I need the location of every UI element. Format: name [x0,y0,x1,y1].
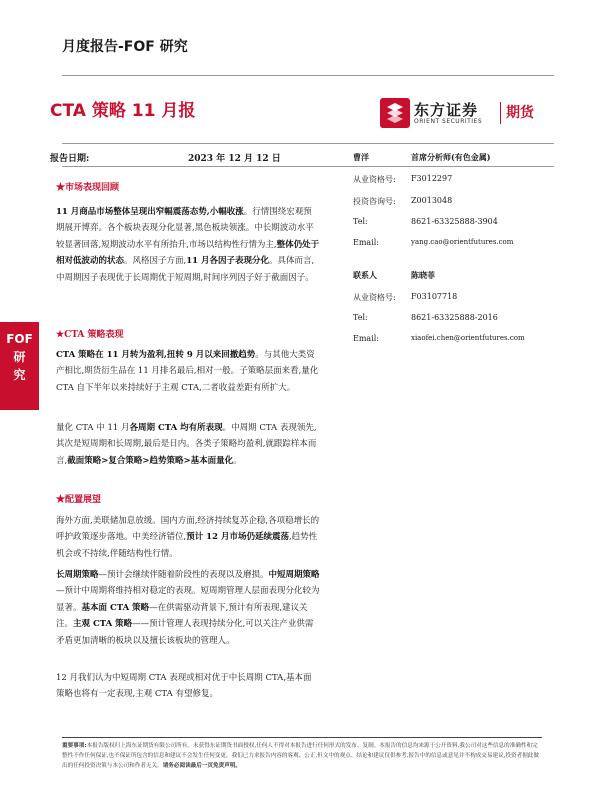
paragraph-outlook-3 [56,670,320,703]
section-heading-outlook: ★配置展望 [56,495,102,505]
emphasis-text: 各周期 CTA 均有所表现 [129,423,223,433]
analyst-row [353,238,553,252]
body-text: 12 月我们认为中短周期 CTA 表现或相对优于中长周期 CTA,基本面策略也将有一定表现,主观 CTA 有望修复。 [56,673,312,700]
emphasis-text: CTA 策略在 11 月转为盈利,扭转 9 月以来回撤趋势 [56,350,256,360]
emphasis-text: 中短周期策略 [268,570,320,580]
body-text: 。风格因子方面, [124,256,187,267]
paragraph-outlook-1 [56,513,320,562]
logo-sub-text: 期货 [506,105,534,121]
report-date: 2023 年 12 月 12 日 [188,154,281,164]
sidebar-tab-line: FOF [6,332,33,346]
disclaimer-tail: 请务必阅读最后一页免责声明。 [162,763,242,769]
section-heading-market: ★市场表现回顾 [56,183,120,193]
emphasis-text: 11 月各因子表现分化 [186,256,270,267]
analyst-email-link[interactable]: xiaofei.chen@orientfutures.com [411,334,525,342]
emphasis-text: 基本面 CTA 策略 [81,602,150,613]
analyst-field-label: Email: [353,238,380,247]
report-category: 月度报告-FOF 研究 [62,39,188,55]
body-text: 海外方面,美联储加息放缓。国内方面,经济持续复苏企稳,各项稳增长的呼护政策逐步落地。中美经济错位, [56,516,320,543]
analyst-email-link[interactable]: yang.cao@orientfutures.com [411,238,514,246]
body-text: 量化 CTA 中 11 月 [56,423,130,433]
section-heading-cta: ★CTA 策略表现 [56,330,124,340]
disclaimer-body: 本报告版权归上海东证期货有限公司所有。未获得东证期货书面授权,任何人不得对本报告进行任何形式的发布、复制。本报告的信息均来源于公开资料,我公司对这些信息的准确性和完整性不作任何保证,也不保证所包含的信息和建议不会发生任何变更。我们已力求报告内容的客观、公正,但文中的观点、结论和建议仅供参考,报告中的信息或意见并不构成交易建议,投资者据此做出的任何投资决策与本公司和作者无关。 [62,743,539,769]
analyst-field-value: F03107718 [411,292,458,301]
emphasis-text: 11 月商品市场整体呈现出窄幅震荡态势,小幅收涨 [56,207,244,217]
analyst-title: 首席分析师(有色金属) [411,152,491,162]
body-text: —预计中周期将维持相对稳定的表现。短周期管理人层面表现分化较为显著。 [56,586,320,613]
contact-name: 陈晓菲 [411,270,435,280]
analyst-field-label: 投资咨询号: [353,197,396,206]
paragraph-cta-1 [56,347,320,396]
sidebar-tab-line: 研 [13,350,26,364]
divider [62,75,554,76]
analyst-row [353,292,553,306]
analyst-name: 曹洋 [353,152,369,162]
body-text: —在供需驱动背景下,预计有所表现,建议关注。 [56,602,308,630]
body-text: ——预计管理人表现持续分化,可以关注产业供需矛盾更加清晰的板块以及擅长该板块的管理人。 [56,619,314,646]
body-text: 。行情围绕宏观预期展开博弈。各个板块表现分化显著,黑色板块领涨。中长期波动水平较显著回落,短期波动水平有所抬升,市场以结构性行情为主, [56,207,314,250]
emphasis-text: 截面策略>复合策略>趋势策略>基本面量化 [67,455,234,466]
analyst-field-label: Tel: [353,217,368,226]
date-label: 报告日期: [50,154,90,164]
analyst-row [353,174,553,188]
paragraph-outlook-2 [56,567,320,649]
analyst-header [353,152,553,166]
analyst-field-label: 从业资格号: [353,175,396,184]
body-text: 。与其他大类资产相比,期货衍生品在 11 月排名最后,相对一般。子策略层面来看,量化 CTA 自下半年以来持续好于主观 CTA,二者收益差距有所扩大。 [56,350,319,393]
body-text: ,趋势性机会或不持续,伴随结构性行情。 [56,532,318,559]
emphasis-text: 整体仍处于相对低波动的状态 [56,239,320,267]
analyst-field-label: Email: [353,334,380,343]
emphasis-text: 主观 CTA 策略 [73,619,133,630]
contact-label: 联系人 [353,270,377,280]
emphasis-text: 预计 12 月市场仍延续震荡 [186,532,289,543]
analyst-field-value: F3012297 [411,174,453,183]
footer-divider [62,737,542,738]
logo-cn-text: 东方证券 [414,101,479,119]
contact-header [353,270,553,284]
analyst-field-label: 从业资格号: [353,293,396,302]
analyst-phone: 8621-63325888-2016 [411,313,498,322]
analyst-row [353,313,553,327]
disclaimer-lead: 重要事项: [62,743,87,749]
orient-logo-icon [380,98,410,128]
body-text: 。中周期 CTA 表现领先,其次是短周期和长周期,最后是日内。各类子策略均盈利,就跟踪样本而言, [56,423,317,466]
page-title: CTA 策略 11 月报 [50,101,196,121]
analyst-row [353,334,553,348]
analyst-row [353,196,553,210]
sidebar-tab-fof-research [0,322,39,410]
analyst-phone: 8621-63325888-3904 [411,217,498,226]
analyst-field-value: Z0013048 [411,196,453,205]
disclaimer [62,741,542,771]
emphasis-text: 长周期策略 [56,570,99,580]
paragraph-cta-2 [56,420,320,469]
analyst-field-label: Tel: [353,313,368,322]
body-text: —预计会继续伴随着阶段性的表现以及磨损。 [98,570,269,580]
company-logo [380,98,540,130]
sidebar-tab-line: 究 [13,368,26,382]
body-text: 。 [233,455,242,466]
logo-en-text: ORIENT SECURITIES [414,118,483,125]
paragraph-market-1 [56,204,320,286]
divider [62,166,554,167]
analyst-row [353,217,553,231]
body-text: 。具体而言,中周期因子表现优于长周期优于短周期,时间序列因子好于截面因子。 [56,256,315,283]
logo-separator [500,102,501,124]
divider [62,143,554,144]
